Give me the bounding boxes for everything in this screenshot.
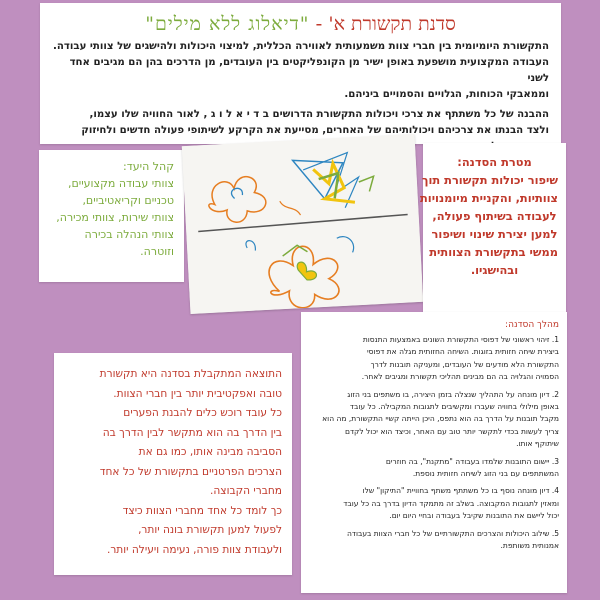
outcome-line: הסביבה מבינה אותו, כמו גם את	[138, 446, 282, 458]
intro-line: ההבנה של כל משתתף את צרכי ויכולות התקשורת הדרושים ב ד י א ל ו ג , לאור החוויה שלו עצמו,	[89, 109, 549, 120]
intro-line: וממאבקי הכוחות, הגלויים והסמויים ביניהם.	[344, 89, 549, 100]
intro-paragraph	[52, 39, 549, 103]
outcome-line: כל עובד רוכש כלים להבנת הפערים	[123, 407, 282, 419]
process-line: 5. שילוב היכולות והצרכים התקשורתיים של כל חברי הצוות בעבודה	[346, 528, 559, 538]
framework-line: צוותיות, והקניית מיומנויות	[420, 191, 558, 205]
intro-line: העבודה המקצועית מושפעת באופן ישיר מן הקונפליקטים בין העובדים, מן הדרכים בהן הם מגיבים אחד לשני	[69, 57, 549, 84]
process-step	[309, 456, 559, 481]
outcome-line: מחברי הקבוצה.	[210, 485, 282, 497]
process-card	[301, 312, 567, 593]
framework-line: ממשי בתקשורת הצוותית	[429, 245, 558, 259]
process-line: 2. דיון מונחה על התהליך שנצלה בזמן היצירה, בו משתפים בני הזוג	[347, 389, 559, 399]
process-line: שיתוקף אותו.	[516, 439, 559, 449]
audience-card	[39, 150, 184, 282]
process-line: מקבל תובנות על הדרך בה הוא נתפס, היכן הייתה קשיי התקשורת, מה הוא	[322, 414, 559, 424]
audience-item: צוותי עבודה מקצועיים,	[67, 177, 174, 190]
outcome-line: ולעבודת צוות פורה, נעימה ויעילה יותר.	[106, 543, 282, 556]
audience-item: צוותי הנהלה בכירה וזוטרה.	[84, 228, 174, 258]
process-title: מהלך הסדנה:	[505, 320, 559, 330]
intro-line: ולצד הבנתו את צרכיהם ויכולותיהם של האחרים, מסייעת את הקרקע לשיתופי פעולה חדשים ולחיזוק	[81, 125, 549, 136]
process-line: יכול ליישם את התובנות שקיבל בעבודה ובחיי היום יום.	[389, 511, 559, 521]
process-line: ביצירת שיחה חזותית בזוגות. השיחה החזותית מגלה את דפוסי	[367, 347, 559, 357]
outcome-line: בין הדרך בה הוא מתקשר לבין הדרך בה	[102, 426, 282, 439]
process-line: ומאזין לתגובות המקבוצה. בשלב זה מתמקד הדיון בדרך בה כל עובד	[343, 498, 559, 508]
outcome-line: לפעול למען תקשורת בונה יותר,	[138, 524, 282, 536]
process-step	[309, 334, 559, 384]
process-line: אמנותית משותפת.	[500, 541, 559, 551]
header-card	[40, 3, 561, 144]
framework-line: למען יצירת שינוי ושיפור	[431, 227, 558, 241]
title-accent: "דיאלוג ללא מילים"	[145, 13, 310, 35]
drawing-photo	[182, 134, 423, 314]
process-line: הסמויה והגלויה בה הם מבינים תהליכי תקשורת ומגיבים לאחר.	[361, 372, 559, 382]
framework-line: שיפור יכולות תקשורת תוך	[421, 173, 558, 187]
process-line: 1. זיהוי ראשוני של דפוסי התקשורת השונים באמצעות התנסות	[362, 335, 559, 344]
outcome-line: התוצאה המתקבלת בסדנה היא תקשורת	[99, 368, 282, 380]
title-main: סדנת תקשורת א'	[328, 13, 456, 35]
outcome-line: טובה ואפקטיבית יותר בין חברי הצוות.	[113, 387, 282, 400]
framework-line: לעבודה בשיתוף פעולה,	[432, 209, 557, 223]
audience-title: קהל היעד:	[123, 160, 174, 173]
title-separator: -	[309, 13, 329, 35]
intro-line: התקשורת היומיומית בין חברי צוות משמעותית לאווירה הכללית, למיצוי היכולות ולהישגים של צוותי עבודה.	[53, 41, 549, 52]
process-line: התקשורת הלא מודעים של העובדים, ומעניקה תובנות לדרך	[370, 359, 559, 369]
outcome-line: הצרכים הפרטניים בתקשורת של כל אחד	[99, 465, 282, 478]
process-line: 4. דיון מונחה נוסף בו כל משתתף משתף בחוויית "התיקון" שלו	[362, 486, 559, 496]
process-line: צריך לעשות בכדי לתקשר יותר טוב עם האחר, וכיצד הוא יכול לקדם	[344, 426, 559, 436]
process-line: המשתתפים עם בני הזוג לשיחה חזותית נוספת.	[412, 469, 559, 479]
process-line: 3. יישום התובנות שלמדו בעבודה "מתקנת", בה חוזרים	[385, 456, 559, 466]
process-step	[309, 528, 559, 553]
outcome-card	[54, 353, 292, 575]
process-line: באופן מילולי בחוויה שעברו ומקשיבים לתגובות המקבילה. כל עובד	[349, 402, 559, 412]
framework-title: מטרת הסדנה:	[457, 155, 532, 169]
process-step	[309, 389, 559, 451]
audience-item: טכניים וקריאטיביים,	[82, 194, 174, 207]
audience-item: צוותי שירות, צוותי מכירה,	[56, 211, 174, 224]
page-title	[52, 9, 549, 39]
drawing-illustration	[182, 134, 423, 314]
outcome-line: כך לומד כל אחד מחברי הצוות כיצד	[122, 504, 282, 517]
framework-line: ובהישגיו.	[470, 263, 519, 277]
framework-card	[420, 143, 566, 316]
process-step	[309, 485, 559, 522]
